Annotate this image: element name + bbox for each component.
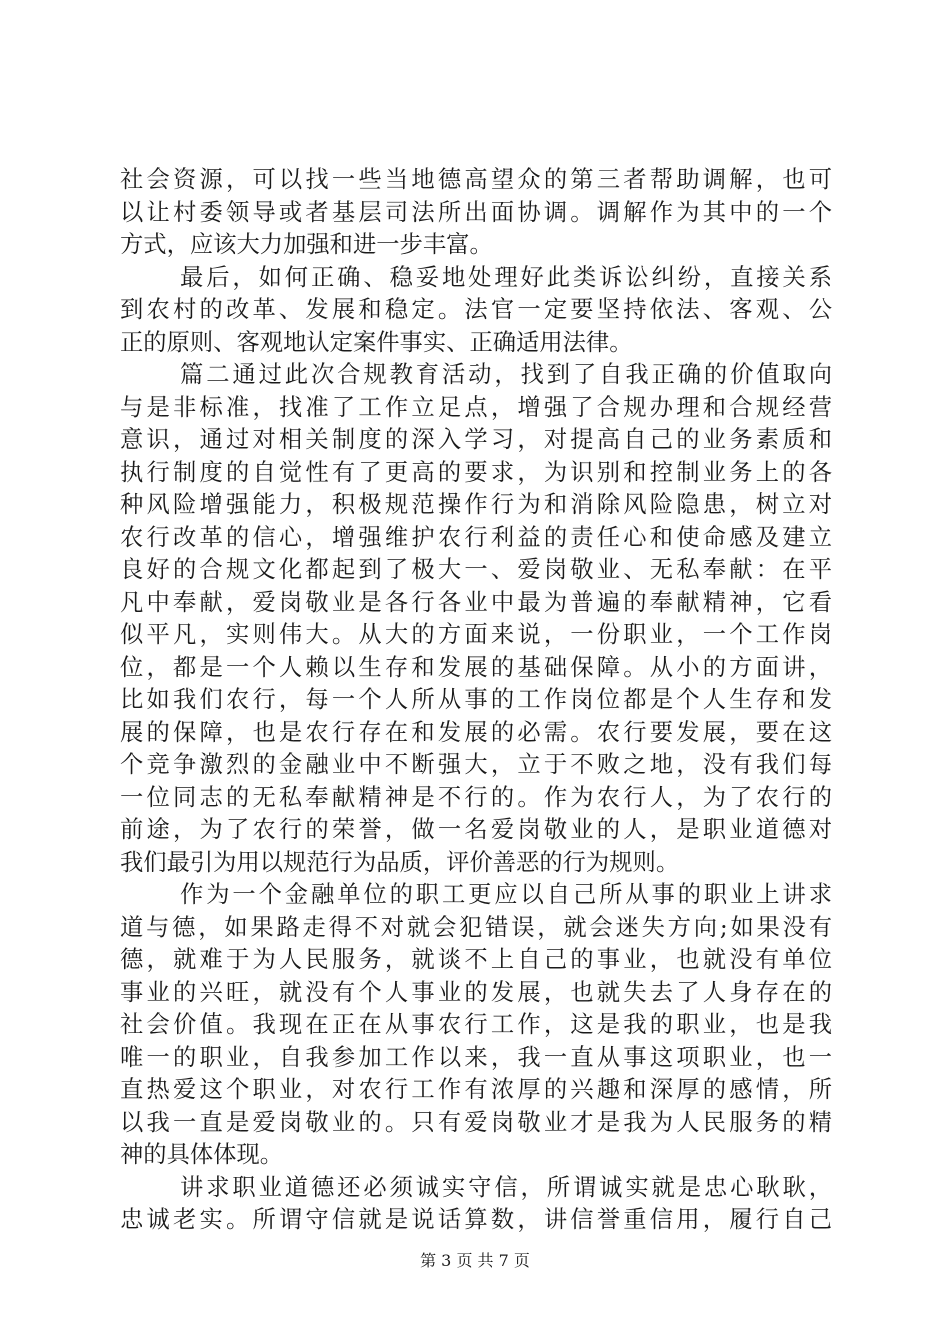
text-line: 良好的合规文化都起到了极大一、爱岗敬业、无私奉献：在平 bbox=[120, 556, 832, 583]
text-line: 展的保障，也是农行存在和发展的必需。农行要发展，要在这 bbox=[120, 718, 832, 746]
text-line: 忠诚老实。所谓守信就是说话算数，讲信誉重信用，履行自己 bbox=[120, 1206, 832, 1233]
document-body bbox=[120, 164, 832, 1237]
text-line: 讲求职业道德还必须诚实守信，所谓诚实就是忠心耿耿， bbox=[180, 1173, 832, 1201]
text-line: 比如我们农行，每一个人所从事的工作岗位都是个人生存和发 bbox=[120, 686, 832, 713]
text-line: 正的原则、客观地认定案件事实、正确适用法律。 bbox=[120, 328, 633, 356]
text-line: 以让村委领导或者基层司法所出面协调。调解作为其中的一个 bbox=[120, 198, 832, 226]
text-line: 直热爱这个职业，对农行工作有浓厚的兴趣和深厚的感情，所 bbox=[120, 1076, 832, 1103]
text-line: 德，就难于为人民服务，就谈不上自己的事业，也就没有单位 bbox=[120, 946, 832, 973]
text-line: 社会价值。我现在正在从事农行工作，这是我的职业，也是我 bbox=[120, 1011, 832, 1038]
text-line: 执行制度的自觉性有了更高的要求，为识别和控制业务上的各 bbox=[120, 458, 832, 486]
text-line: 唯一的职业，自我参加工作以来，我一直从事这项职业，也一 bbox=[120, 1043, 832, 1071]
text-line: 种风险增强能力，积极规范操作行为和消除风险隐患，树立对 bbox=[120, 491, 832, 518]
text-line: 意识，通过对相关制度的深入学习，对提高自己的业务素质和 bbox=[120, 426, 832, 453]
text-line: 一位同志的无私奉献精神是不行的。作为农行人，为了农行的 bbox=[120, 783, 832, 811]
text-line: 神的具体体现。 bbox=[120, 1141, 284, 1168]
text-line: 凡中奉献，爱岗敬业是各行各业中最为普遍的奉献精神，它看 bbox=[120, 588, 832, 616]
text-line: 作为一个金融单位的职工更应以自己所从事的职业上讲求 bbox=[180, 881, 832, 908]
text-line: 社会资源，可以找一些当地德高望众的第三者帮助调解，也可 bbox=[120, 166, 832, 193]
text-line: 事业的兴旺，就没有个人事业的发展，也就失去了人身存在的 bbox=[120, 978, 832, 1006]
text-line: 农行改革的信心，增强维护农行利益的责任心和使命感及建立 bbox=[120, 523, 832, 551]
text-line: 前途，为了农行的荣誉，做一名爱岗敬业的人，是职业道德对 bbox=[120, 816, 832, 843]
text-line: 以我一直是爱岗敬业的。只有爱岗敬业才是我为人民服务的精 bbox=[120, 1108, 832, 1136]
text-line: 位，都是一个人赖以生存和发展的基础保障。从小的方面讲， bbox=[120, 653, 832, 681]
page-footer: 第 3 页 共 7 页 bbox=[420, 1251, 530, 1270]
text-line: 道与德，如果路走得不对就会犯错误，就会迷失方向;如果没有 bbox=[120, 913, 832, 941]
text-line: 个竞争激烈的金融业中不断强大，立于不败之地，没有我们每 bbox=[120, 751, 832, 778]
text-line: 方式，应该大力加强和进一步丰富。 bbox=[120, 231, 493, 258]
text-line: 与是非标准，找准了工作立足点，增强了合规办理和合规经营 bbox=[120, 393, 832, 421]
text-line: 我们最引为用以规范行为品质，评价善恶的行为规则。 bbox=[120, 848, 680, 876]
text-line: 似平凡，实则伟大。从大的方面来说，一份职业，一个工作岗 bbox=[120, 621, 832, 648]
text-line: 最后，如何正确、稳妥地处理好此类诉讼纠纷，直接关系 bbox=[180, 263, 832, 291]
text-line: 到农村的改革、发展和稳定。法官一定要坚持依法、客观、公 bbox=[120, 296, 832, 323]
text-line: 篇二通过此次合规教育活动，找到了自我正确的价值取向 bbox=[180, 361, 832, 388]
